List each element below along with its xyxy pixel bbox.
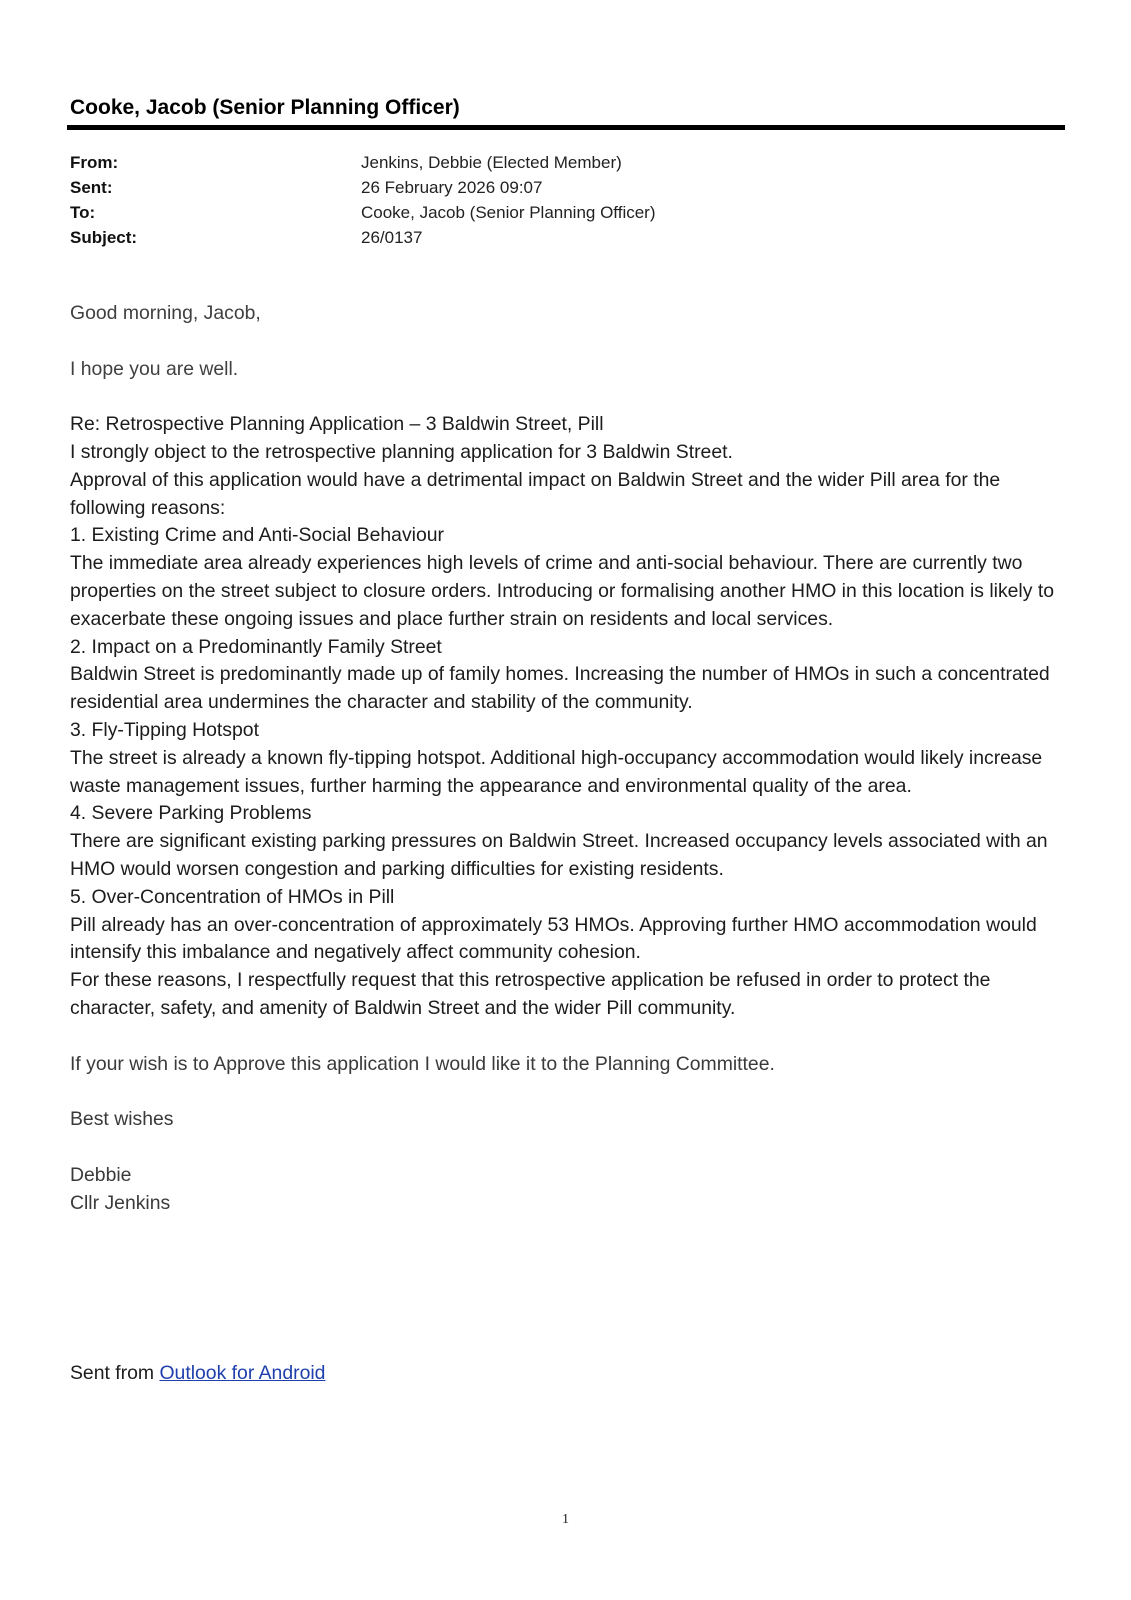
- re-line: Re: Retrospective Planning Application – 3 Baldwin Street, Pill: [70, 413, 604, 436]
- reason-text: Baldwin Street is predominantly made up of family homes. Increasing the number of HMOs in such a concentrated residential area undermines the character and stability of the community.: [70, 663, 1050, 714]
- header-label: Sent:: [70, 177, 113, 197]
- email-body: [70, 300, 1065, 1217]
- reason-heading: 1. Existing Crime and Anti-Social Behaviour: [70, 524, 444, 547]
- wellwish: I hope you are well.: [70, 357, 239, 380]
- closing: Best wishes: [70, 1108, 174, 1131]
- header-subject: [70, 225, 1050, 250]
- reason-heading: 3. Fly-Tipping Hotspot: [70, 718, 259, 741]
- signature-title: Cllr Jenkins: [70, 1191, 171, 1214]
- sent-from-prefix: Sent from: [70, 1362, 160, 1384]
- header-from: [70, 150, 1050, 175]
- header-value: 26 February 2026 09:07: [361, 177, 543, 197]
- header-value: 26/0137: [361, 227, 423, 247]
- sent-from-line: [70, 1362, 325, 1385]
- conclusion-paragraph: For these reasons, I respectfully request that this retrospective application be refused in order to protect the character, safety, and amenity of Baldwin Street and the wider Pill community.: [70, 969, 991, 1019]
- document-title: Cooke, Jacob (Senior Planning Officer): [70, 96, 460, 119]
- header-value: Cooke, Jacob (Senior Planning Officer): [361, 202, 656, 222]
- reason-heading: 5. Over-Concentration of HMOs in Pill: [70, 885, 395, 908]
- committee-request: If your wish is to Approve this application I would like it to the Planning Committee.: [70, 1052, 775, 1075]
- page-number: 1: [562, 1512, 569, 1527]
- signature-name: Debbie: [70, 1163, 132, 1186]
- header-label: To:: [70, 202, 96, 222]
- reason-text: Pill already has an over-concentration of approximately 53 HMOs. Approving further HMO accommodation would intensify this imbalance and negatively affect community cohesion.: [70, 913, 1037, 964]
- title-divider: [67, 125, 1065, 130]
- outlook-android-link[interactable]: Outlook for Android: [159, 1362, 326, 1384]
- header-label: From:: [70, 152, 119, 172]
- reason-heading: 4. Severe Parking Problems: [70, 802, 312, 825]
- intro-paragraph: Approval of this application would have a detrimental impact on Baldwin Street and the wider Pill area for the following reasons:: [70, 468, 1001, 519]
- reason-text: The immediate area already experiences high levels of crime and anti-social behaviour. There are currently two properties on the street subject to closure orders. Introducing or formalising another HMO in this location is likely to exacerbate these ongoing issues and place further strain on residents and local services.: [70, 552, 1054, 630]
- header-to: [70, 200, 1050, 225]
- header-value: Jenkins, Debbie (Elected Member): [361, 152, 622, 172]
- header-label: Subject:: [70, 227, 138, 247]
- greeting: Good morning, Jacob,: [70, 302, 261, 324]
- reason-heading: 2. Impact on a Predominantly Family Street: [70, 635, 442, 658]
- objection-statement: I strongly object to the retrospective planning application for 3 Baldwin Street.: [70, 440, 733, 463]
- reason-text: The street is already a known fly-tipping hotspot. Additional high-occupancy accommodation would likely increase waste management issues, further harming the appearance and environmental quality of the area.: [70, 746, 1043, 797]
- reason-text: There are significant existing parking pressures on Baldwin Street. Increased occupancy levels associated with an HMO would worsen congestion and parking difficulties for existing residents.: [70, 830, 1048, 880]
- email-headers: [70, 150, 1050, 250]
- header-sent: [70, 175, 1050, 200]
